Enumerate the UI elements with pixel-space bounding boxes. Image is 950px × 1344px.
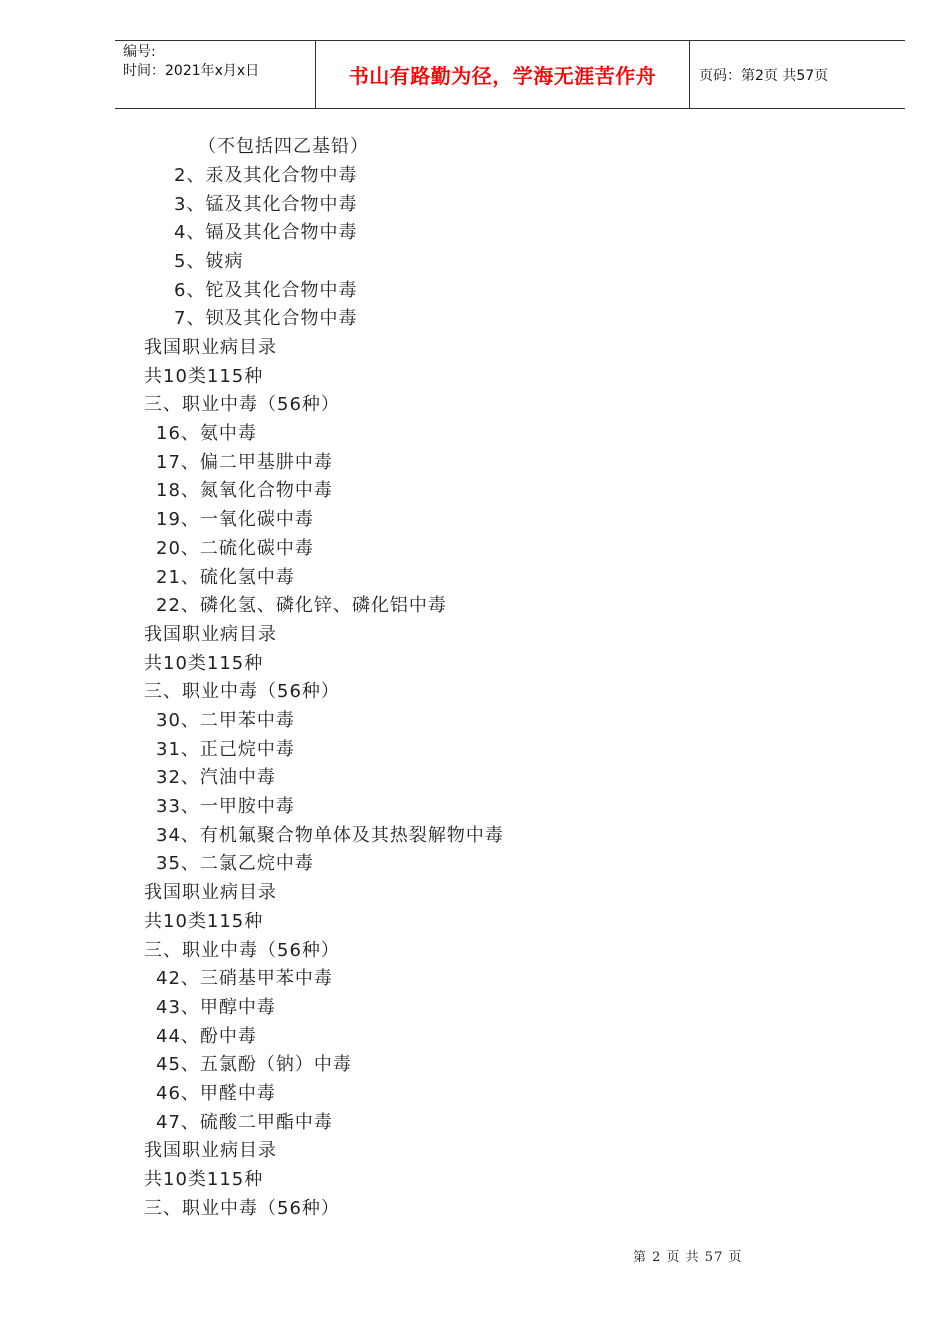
list-item: 32、汽油中毒 bbox=[156, 767, 276, 788]
section-heading: 我国职业病目录 bbox=[144, 624, 277, 645]
page-header bbox=[115, 40, 905, 109]
list-item: 46、甲醛中毒 bbox=[156, 1083, 276, 1104]
header-meta bbox=[123, 43, 259, 81]
list-item: 3、锰及其化合物中毒 bbox=[174, 194, 358, 215]
section-subheading: 共10类115种 bbox=[144, 911, 264, 932]
list-item: 18、氮氧化合物中毒 bbox=[156, 480, 333, 501]
section-heading: 我国职业病目录 bbox=[144, 882, 277, 903]
document-date-label: 时间：2021年x月x日 bbox=[123, 63, 260, 79]
section-subheading: 共10类115种 bbox=[144, 1169, 264, 1190]
section-heading: 我国职业病目录 bbox=[144, 337, 277, 358]
header-page-number: 页码：第2页 共57页 bbox=[699, 67, 829, 84]
list-item: 7、钡及其化合物中毒 bbox=[174, 308, 358, 329]
section-subheading: 三、职业中毒（56种） bbox=[144, 394, 340, 415]
list-item: 30、二甲苯中毒 bbox=[156, 710, 295, 731]
list-item: 5、铍病 bbox=[174, 251, 244, 272]
list-item: 31、正己烷中毒 bbox=[156, 739, 295, 760]
document-number-label: 编号: bbox=[123, 44, 156, 60]
list-item: 4、镉及其化合物中毒 bbox=[174, 222, 358, 243]
list-item: 42、三硝基甲苯中毒 bbox=[156, 968, 333, 989]
header-divider bbox=[689, 41, 690, 108]
section-subheading: 三、职业中毒（56种） bbox=[144, 681, 340, 702]
section-heading: 我国职业病目录 bbox=[144, 1140, 277, 1161]
section-subheading: 共10类115种 bbox=[144, 653, 264, 674]
list-item: 33、一甲胺中毒 bbox=[156, 796, 295, 817]
section-subheading: 三、职业中毒（56种） bbox=[144, 1198, 340, 1219]
list-item: 22、磷化氢、磷化锌、磷化铝中毒 bbox=[156, 595, 447, 616]
list-item: （不包括四乙基铅） bbox=[198, 136, 369, 157]
list-item: 21、硫化氢中毒 bbox=[156, 567, 295, 588]
list-item: 44、酚中毒 bbox=[156, 1026, 257, 1047]
section-subheading: 三、职业中毒（56种） bbox=[144, 940, 340, 961]
list-item: 35、二氯乙烷中毒 bbox=[156, 853, 314, 874]
list-item: 16、氨中毒 bbox=[156, 423, 257, 444]
page-footer: 第 2 页 共 57 页 bbox=[633, 1250, 743, 1265]
header-motto: 书山有路勤为径，学海无涯苦作舟 bbox=[348, 64, 657, 88]
list-item: 2、汞及其化合物中毒 bbox=[174, 165, 358, 186]
list-item: 6、铊及其化合物中毒 bbox=[174, 280, 358, 301]
section-subheading: 共10类115种 bbox=[144, 366, 264, 387]
list-item: 19、一氧化碳中毒 bbox=[156, 509, 314, 530]
list-item: 43、甲醇中毒 bbox=[156, 997, 276, 1018]
list-item: 45、五氯酚（钠）中毒 bbox=[156, 1054, 352, 1075]
list-item: 34、有机氟聚合物单体及其热裂解物中毒 bbox=[156, 825, 504, 846]
list-item: 47、硫酸二甲酯中毒 bbox=[156, 1112, 333, 1133]
list-item: 17、偏二甲基肼中毒 bbox=[156, 452, 333, 473]
list-item: 20、二硫化碳中毒 bbox=[156, 538, 314, 559]
